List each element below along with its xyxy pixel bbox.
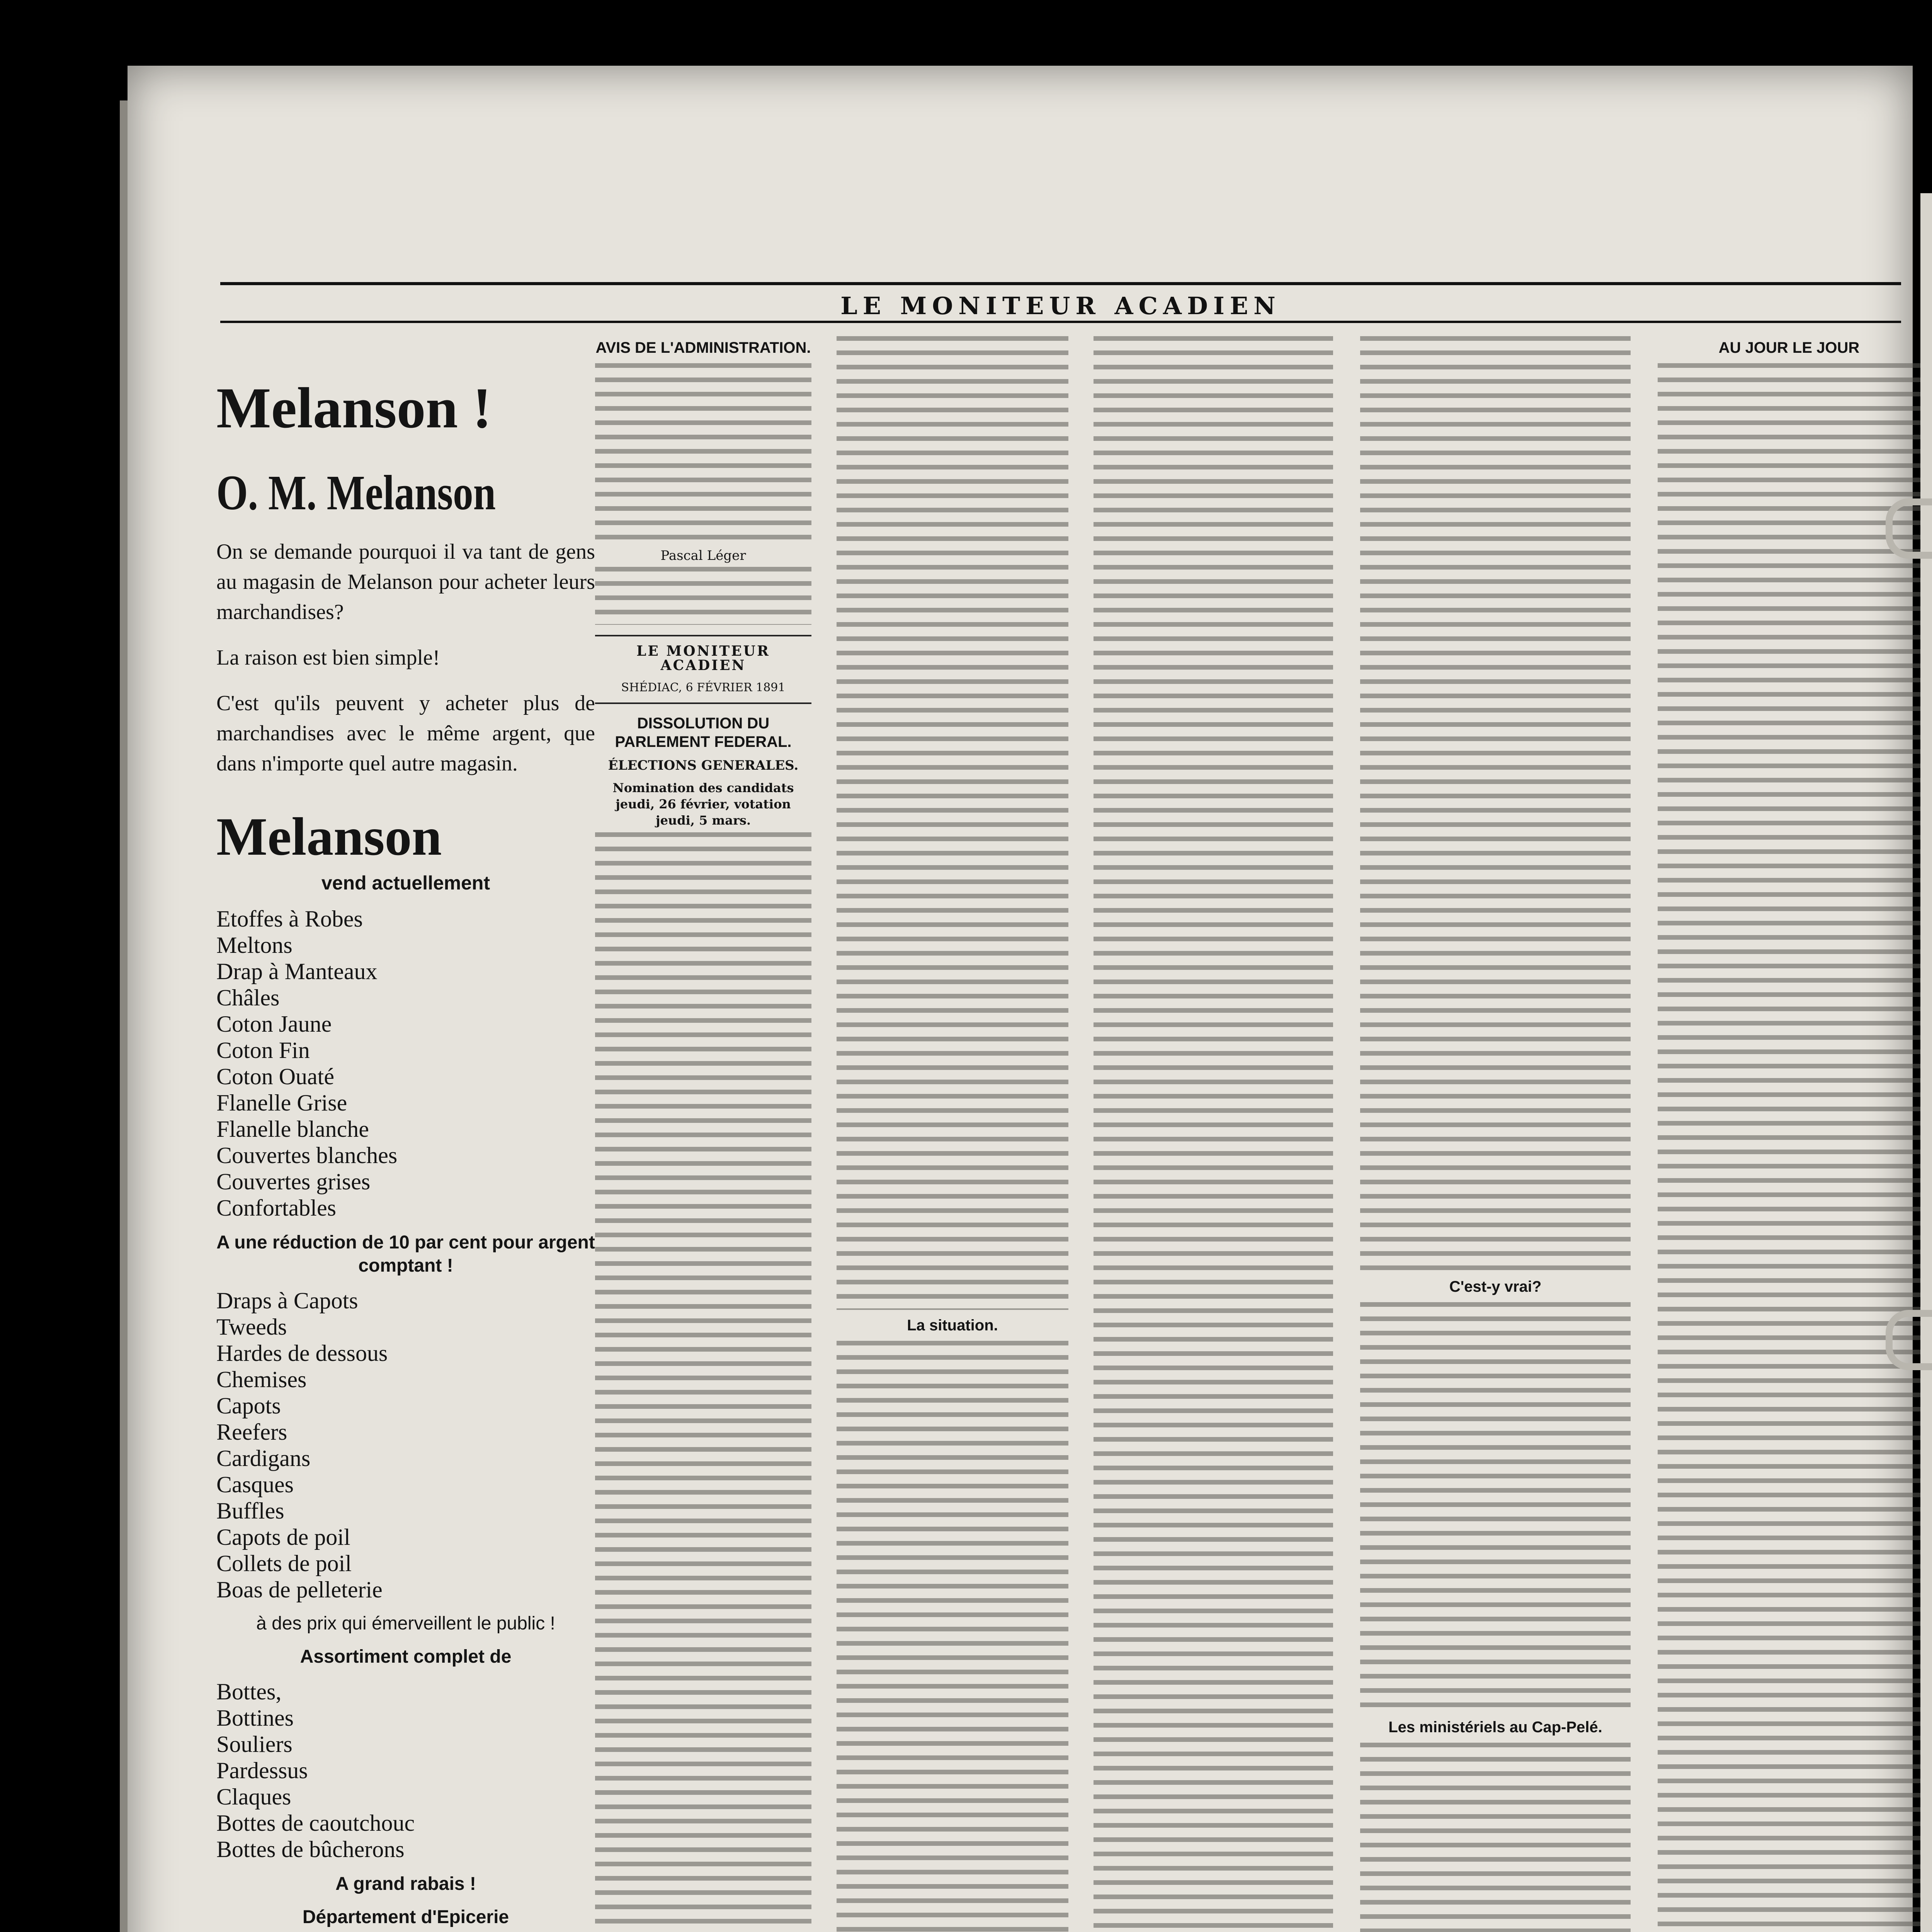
section-heading-au-jour-le-jour: AU JOUR LE JOUR [1718, 339, 1860, 356]
list-item: Meltons [216, 932, 293, 958]
ad-name-full: O. M. Melanson [216, 465, 496, 520]
notice-signature: Pascal Léger [660, 548, 746, 563]
list-item: Cardigans [216, 1446, 311, 1471]
list-item: Boas de pelleterie [216, 1577, 383, 1602]
list-item: Casques [216, 1472, 294, 1497]
ad-items-group-2 [216, 1287, 595, 1603]
list-item: Etoffes à Robes [216, 906, 363, 932]
issue-masthead-name: LE MONITEUR ACADIEN [636, 643, 770, 673]
column-5 [1658, 332, 1920, 1932]
list-item: Bottes de caoutchouc [216, 1810, 415, 1836]
list-item: Souliers [216, 1731, 293, 1757]
list-item: Coton Jaune [216, 1011, 332, 1037]
list-item: Couvertes blanches [216, 1143, 398, 1168]
article-subhead: ÉLECTIONS GENERALES. [608, 758, 799, 773]
text-block [1360, 336, 1631, 1271]
list-item: Confortables [216, 1195, 336, 1221]
section-heading-situation: La situation. [907, 1317, 998, 1334]
binder-ring [1886, 1310, 1932, 1370]
column-4 [1360, 332, 1631, 1932]
section-heading-cest-y-vrai: C'est-y vrai? [1449, 1278, 1542, 1295]
adjacent-page-sliver [1920, 193, 1932, 1932]
list-item: Couvertes grises [216, 1169, 371, 1194]
list-item: Coton Ouaté [216, 1064, 334, 1089]
text-block [595, 832, 811, 1932]
column-2 [837, 332, 1068, 1932]
melanson-advertisement [216, 332, 595, 1932]
masthead-rule-top [220, 282, 1901, 285]
ad-discount: A une réduction de 10 par cent pour argent comptant ! [216, 1232, 595, 1276]
ad-name-large: Melanson ! [216, 376, 492, 440]
list-item: Flanelle Grise [216, 1090, 347, 1116]
list-item: Tweeds [216, 1314, 287, 1340]
text-block [1360, 1743, 1631, 1932]
ad-big-sale: A grand rabais ! [335, 1874, 476, 1894]
masthead [220, 224, 1901, 325]
list-item: Capots [216, 1393, 281, 1418]
binder-ring [1886, 498, 1932, 559]
ad-items-group-1 [216, 906, 595, 1221]
list-item: Buffles [216, 1498, 284, 1524]
ad-assortment: Assortiment complet de [300, 1646, 512, 1667]
list-item: Claques [216, 1784, 291, 1810]
list-item: Chemises [216, 1367, 307, 1392]
list-item: Bottes, [216, 1679, 282, 1704]
column-3 [1094, 332, 1333, 1932]
list-item: Draps à Capots [216, 1288, 358, 1313]
text-block [837, 1341, 1068, 1932]
masthead-title: LE MONITEUR ACADIEN [840, 292, 1281, 320]
list-item: Flanelle blanche [216, 1116, 369, 1142]
masthead-rule-bottom [220, 321, 1901, 323]
text-block [1658, 363, 1920, 1932]
text-block [1094, 336, 1333, 1932]
list-item: Reefers [216, 1419, 287, 1445]
ad-name-bold: Melanson [216, 807, 442, 867]
ad-paragraph-3: C'est qu'ils peuvent y acheter plus de marchandises avec le même argent, que dans n'importe quel autre magasin. [216, 691, 595, 776]
list-item: Pardessus [216, 1758, 308, 1783]
list-item: Coton Fin [216, 1037, 310, 1063]
section-heading-cap-pele: Les ministériels au Cap-Pelé. [1388, 1719, 1602, 1736]
list-item: Hardes de dessous [216, 1340, 388, 1366]
text-block [837, 336, 1068, 1310]
ad-grocery: Département d'Epicerie [302, 1907, 509, 1927]
list-item: Bottines [216, 1705, 294, 1731]
text-block [595, 567, 811, 625]
ad-paragraph-1: On se demande pourquoi il va tant de gens au magasin de Melanson pour acheter leurs marchandises? [216, 540, 595, 624]
issue-masthead [595, 635, 811, 704]
text-block [595, 363, 811, 545]
list-item: Drap à Manteaux [216, 959, 378, 984]
list-item: Capots de poil [216, 1524, 350, 1550]
notice-title: AVIS DE L'ADMINISTRATION. [595, 339, 811, 356]
list-item: Châles [216, 985, 280, 1010]
list-item: Collets de poil [216, 1551, 352, 1576]
article-headline: DISSOLUTION DU PARLEMENT FEDERAL. [615, 715, 792, 750]
list-item: Bottes de bûcherons [216, 1837, 405, 1862]
ad-prices-note: à des prix qui émerveillent le public ! [256, 1613, 555, 1634]
ad-items-group-3 [216, 1679, 595, 1862]
column-1 [595, 332, 811, 1932]
ad-sells-now: vend actuellement [321, 872, 490, 894]
text-block [1360, 1302, 1631, 1712]
article-summary: Nomination des candidats jeudi, 26 février, votation jeudi, 5 mars. [612, 781, 794, 828]
ad-paragraph-2: La raison est bien simple! [216, 646, 440, 670]
issue-date: SHÉDIAC, 6 FÉVRIER 1891 [621, 681, 786, 694]
